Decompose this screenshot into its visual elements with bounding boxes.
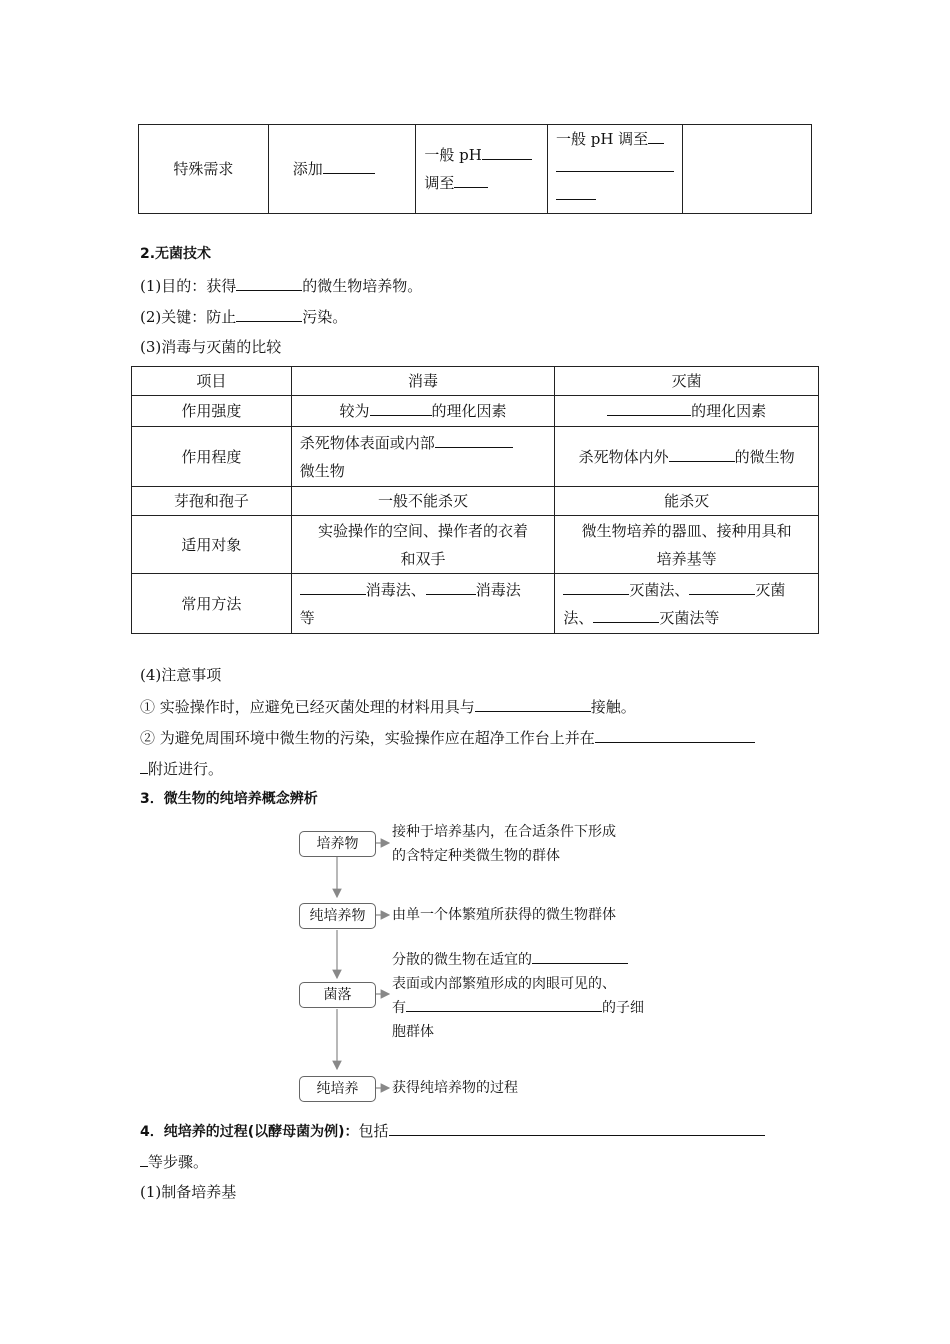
node-colony: 菌落 bbox=[299, 982, 376, 1008]
cell-disinfection: 杀死物体表面或内部 微生物 bbox=[291, 427, 555, 487]
row-label: 作用强度 bbox=[132, 396, 292, 427]
row-label: 适用对象 bbox=[132, 516, 292, 574]
note-2: ② 为避免周围环境中微生物的污染，实验操作应在超净工作台上并在 bbox=[140, 727, 755, 748]
cell-sterilization: 的理化因素 bbox=[555, 396, 819, 427]
cell-sterilization: 灭菌法、 灭菌 法、 灭菌法等 bbox=[555, 574, 819, 634]
cell-disinfection: 消毒法、 消毒法 等 bbox=[291, 574, 555, 634]
desc-pure-culture: 获得纯培养物的过程 bbox=[392, 1080, 518, 1096]
section3-heading: 3．微生物的纯培养概念辨析 bbox=[140, 791, 318, 807]
cell-disinfection: 较为 的理化因素 bbox=[291, 396, 555, 427]
node-pure-culture: 纯培养 bbox=[299, 1076, 376, 1102]
desc-colony: 分散的微生物在适宜的 表面或内部繁殖形成的肉眼可见的、 有 的子细 胞群体 bbox=[392, 948, 644, 1044]
cell-ph2: 一般 pH 调至 bbox=[547, 125, 682, 214]
note-2-cont: 附近进行。 bbox=[140, 758, 223, 779]
section4-cont: 等步骤。 bbox=[140, 1151, 208, 1172]
cell-disinfection: 实验操作的空间、操作者的衣着 和双手 bbox=[291, 516, 555, 574]
row-label: 作用程度 bbox=[132, 427, 292, 487]
notes-title: (4)注意事项 bbox=[140, 666, 222, 684]
cell-sterilization: 微生物培养的器皿、接种用具和 培养基等 bbox=[555, 516, 819, 574]
node-pure-culture-product: 纯培养物 bbox=[299, 903, 376, 929]
header-disinfection: 消毒 bbox=[291, 367, 555, 396]
key-line: (2)关键：防止 污染。 bbox=[140, 308, 348, 326]
section2-heading: 2.无菌技术 bbox=[140, 246, 212, 262]
header-sterilization: 灭菌 bbox=[555, 367, 819, 396]
note-1: ① 实验操作时，应避免已经灭菌处理的材料用具与 接触。 bbox=[140, 698, 636, 716]
compare-title: (3)消毒与灭菌的比较 bbox=[140, 338, 282, 356]
cell-disinfection: 一般不能杀灭 bbox=[291, 487, 555, 516]
node-culture: 培养物 bbox=[299, 831, 376, 857]
desc-pure-culture-product: 由单一个体繁殖所获得的微生物群体 bbox=[392, 907, 616, 923]
desc-culture: 接种于培养基内，在合适条件下形成 的含特定种类微生物的群体 bbox=[392, 824, 616, 864]
cell-ph1: 一般 pH 调至 bbox=[416, 125, 548, 214]
row-label: 芽孢和孢子 bbox=[132, 487, 292, 516]
cell-add: 添加 bbox=[268, 125, 416, 214]
row-label: 特殊需求 bbox=[139, 125, 269, 214]
row-label: 常用方法 bbox=[132, 574, 292, 634]
header-item: 项目 bbox=[132, 367, 292, 396]
purpose-line: (1)目的：获得 的微生物培养物。 bbox=[140, 277, 423, 295]
cell-sterilization: 杀死物体内外 的微生物 bbox=[555, 427, 819, 487]
section4-line: 4．纯培养的过程(以酵母菌为例)：包括 bbox=[140, 1120, 765, 1142]
section4-sub1: (1)制备培养基 bbox=[140, 1183, 237, 1201]
cell-sterilization: 能杀灭 bbox=[555, 487, 819, 516]
